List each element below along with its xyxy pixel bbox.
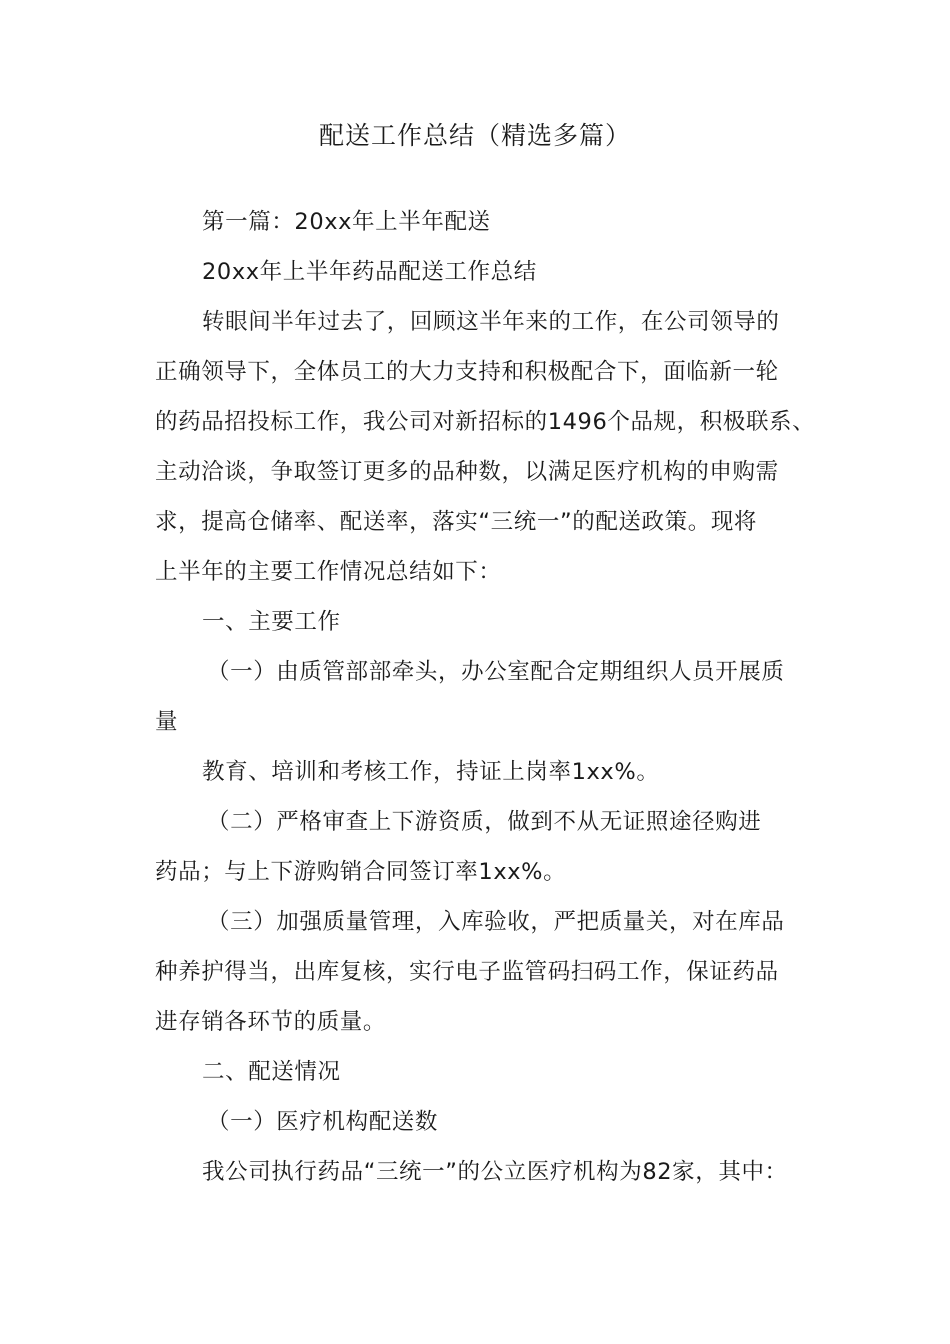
subsection-heading: （一）医疗机构配送数 <box>207 1109 439 1135</box>
section-heading: 二、配送情况 <box>202 1059 341 1085</box>
paragraph-line: 量 <box>155 709 179 735</box>
paragraph-line: 教育、培训和考核工作，持证上岗率1xx%。 <box>202 759 660 785</box>
paragraph-line: （三）加强质量管理，入库验收，严把质量关，对在库品 <box>207 909 785 935</box>
paragraph-line: 进存销各环节的质量。 <box>155 1009 387 1035</box>
paragraph-line: 的药品招投标工作，我公司对新招标的1496个品规，积极联系、 <box>155 409 816 435</box>
paragraph-line: 转眼间半年过去了，回顾这半年来的工作，在公司领导的 <box>202 309 780 335</box>
paragraph-line: 20xx年上半年药品配送工作总结 <box>202 259 537 285</box>
paragraph-line: 种养护得当，出库复核，实行电子监管码扫码工作，保证药品 <box>155 959 779 985</box>
section-heading: 一、主要工作 <box>202 609 341 635</box>
paragraph-line: （二）严格审查上下游资质，做到不从无证照途径购进 <box>207 809 762 835</box>
paragraph-line: 我公司执行药品“三统一”的公立医疗机构为82家，其中： <box>202 1159 788 1185</box>
paragraph-line: 第一篇：20xx年上半年配送 <box>202 209 491 235</box>
paragraph-line: （一）由质管部部牵头，办公室配合定期组织人员开展质 <box>207 659 785 685</box>
paragraph-line: 正确领导下，全体员工的大力支持和积极配合下，面临新一轮 <box>155 359 779 385</box>
paragraph-line: 上半年的主要工作情况总结如下： <box>155 559 502 585</box>
paragraph-line: 主动洽谈，争取签订更多的品种数，以满足医疗机构的申购需 <box>155 459 779 485</box>
document-title: 配送工作总结（精选多篇） <box>318 121 631 150</box>
paragraph-line: 求，提高仓储率、配送率，落实“三统一”的配送政策。现将 <box>155 509 758 535</box>
paragraph-line: 药品；与上下游购销合同签订率1xx%。 <box>155 859 567 885</box>
